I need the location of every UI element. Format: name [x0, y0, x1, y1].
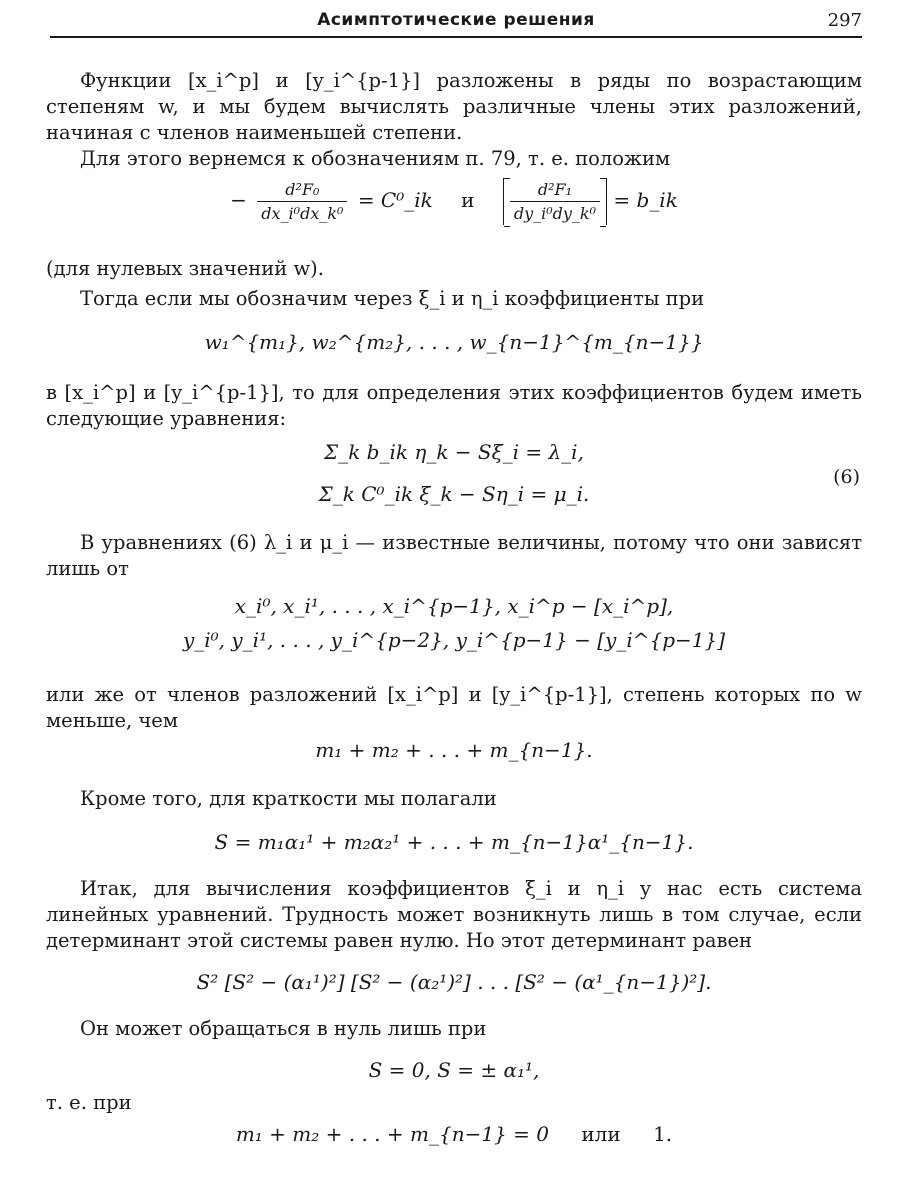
paragraph-9: Итак, для вычисления коэффициентов ξ_i и η_i у нас есть система линейных уравнений. Трудность может возникнуть лишь в том случае, если детерминант этой системы равен нулю. Но этот детерминант равен [46, 877, 862, 952]
eq1-fraction-1 [257, 180, 347, 223]
eq1-bracket [503, 178, 607, 225]
page-number: 297 [827, 10, 862, 31]
equation-1 [46, 178, 862, 225]
eq1-fraction-2 [510, 180, 600, 223]
equation-2: w₁^{m₁}, w₂^{m₂}, . . . , w_{n−1}^{m_{n−1}} [204, 330, 704, 354]
equation-5: m₁ + m₂ + . . . + m_{n−1}. [315, 738, 593, 762]
equation-4-line-2: y_i⁰, y_i¹, . . . , y_i^{p−2}, y_i^{p−1} − [y_i^{p−1}] [182, 628, 726, 652]
paragraph-1: Функции [x_i^p] и [y_i^{p-1}] разложены в ряды по возрастающим степеням w, и мы будем вычислять различные члены этих разложений, начиная с членов наименьшей степени. [46, 69, 862, 144]
equation-final [46, 1122, 862, 1146]
eq9-lhs: m₁ + m₂ + . . . + m_{n−1} = 0 [235, 1122, 549, 1146]
eq1-b-term: = b_ik [613, 188, 678, 212]
eq1-num-1: d²F₀ [257, 180, 347, 202]
equation-S-zero: S = 0, S = ± α₁¹, [368, 1058, 540, 1082]
running-header [50, 6, 862, 38]
paragraph-2: Для этого вернемся к обозначениям п. 79, т. е. положим [80, 147, 671, 170]
eq1-c-term: = C⁰_ik [357, 188, 433, 212]
eq1-den-2: dy_i⁰dy_k⁰ [513, 204, 597, 223]
paragraph-6: В уравнениях (6) λ_i и μ_i — известные величины, потому что они зависят лишь от [46, 531, 862, 580]
running-title: Асимптотические решения [317, 10, 595, 30]
eq1-and: и [461, 188, 475, 212]
paragraph-11: т. е. при [46, 1091, 132, 1114]
eq9-or: или [581, 1122, 621, 1146]
equation-determinant: S² [S² − (α₁¹)²] [S² − (α₂¹)²] . . . [S² − (α¹_{n−1})²]. [196, 970, 712, 994]
paragraph-4: Тогда если мы обозначим через ξ_i и η_i коэффициенты при [80, 287, 705, 310]
equation-4-line-1: x_i⁰, x_i¹, . . . , x_i^{p−1}, x_i^p − [x_i^p], [234, 594, 674, 618]
eq1-den-1: dx_i⁰dx_k⁰ [261, 204, 344, 223]
paragraph-5: в [x_i^p] и [y_i^{p-1}], то для определения этих коэффициентов будем иметь следующие уравнения: [46, 381, 862, 430]
equation-S-definition: S = m₁α₁¹ + m₂α₂¹ + . . . + m_{n−1}α¹_{n−1}. [214, 830, 694, 854]
paragraph-8: Кроме того, для краткости мы полагали [80, 787, 497, 810]
eq9-one: 1. [653, 1122, 673, 1146]
paragraph-3: (для нулевых значений w). [46, 257, 324, 280]
equation-6-line-1: Σ_k b_ik η_k − Sξ_i = λ_i, [324, 440, 584, 464]
paragraph-7: или же от членов разложений [x_i^p] и [y_i^{p-1}], степень которых по w меньше, чем [46, 683, 862, 732]
equation-6-line-2: Σ_k C⁰_ik ξ_k − Sη_i = μ_i. [318, 482, 590, 506]
paragraph-10: Он может обращаться в нуль лишь при [80, 1017, 487, 1040]
equation-number-6: (6) [833, 466, 860, 488]
eq1-num-2: d²F₁ [510, 180, 600, 202]
eq1-minus: − [230, 188, 247, 212]
